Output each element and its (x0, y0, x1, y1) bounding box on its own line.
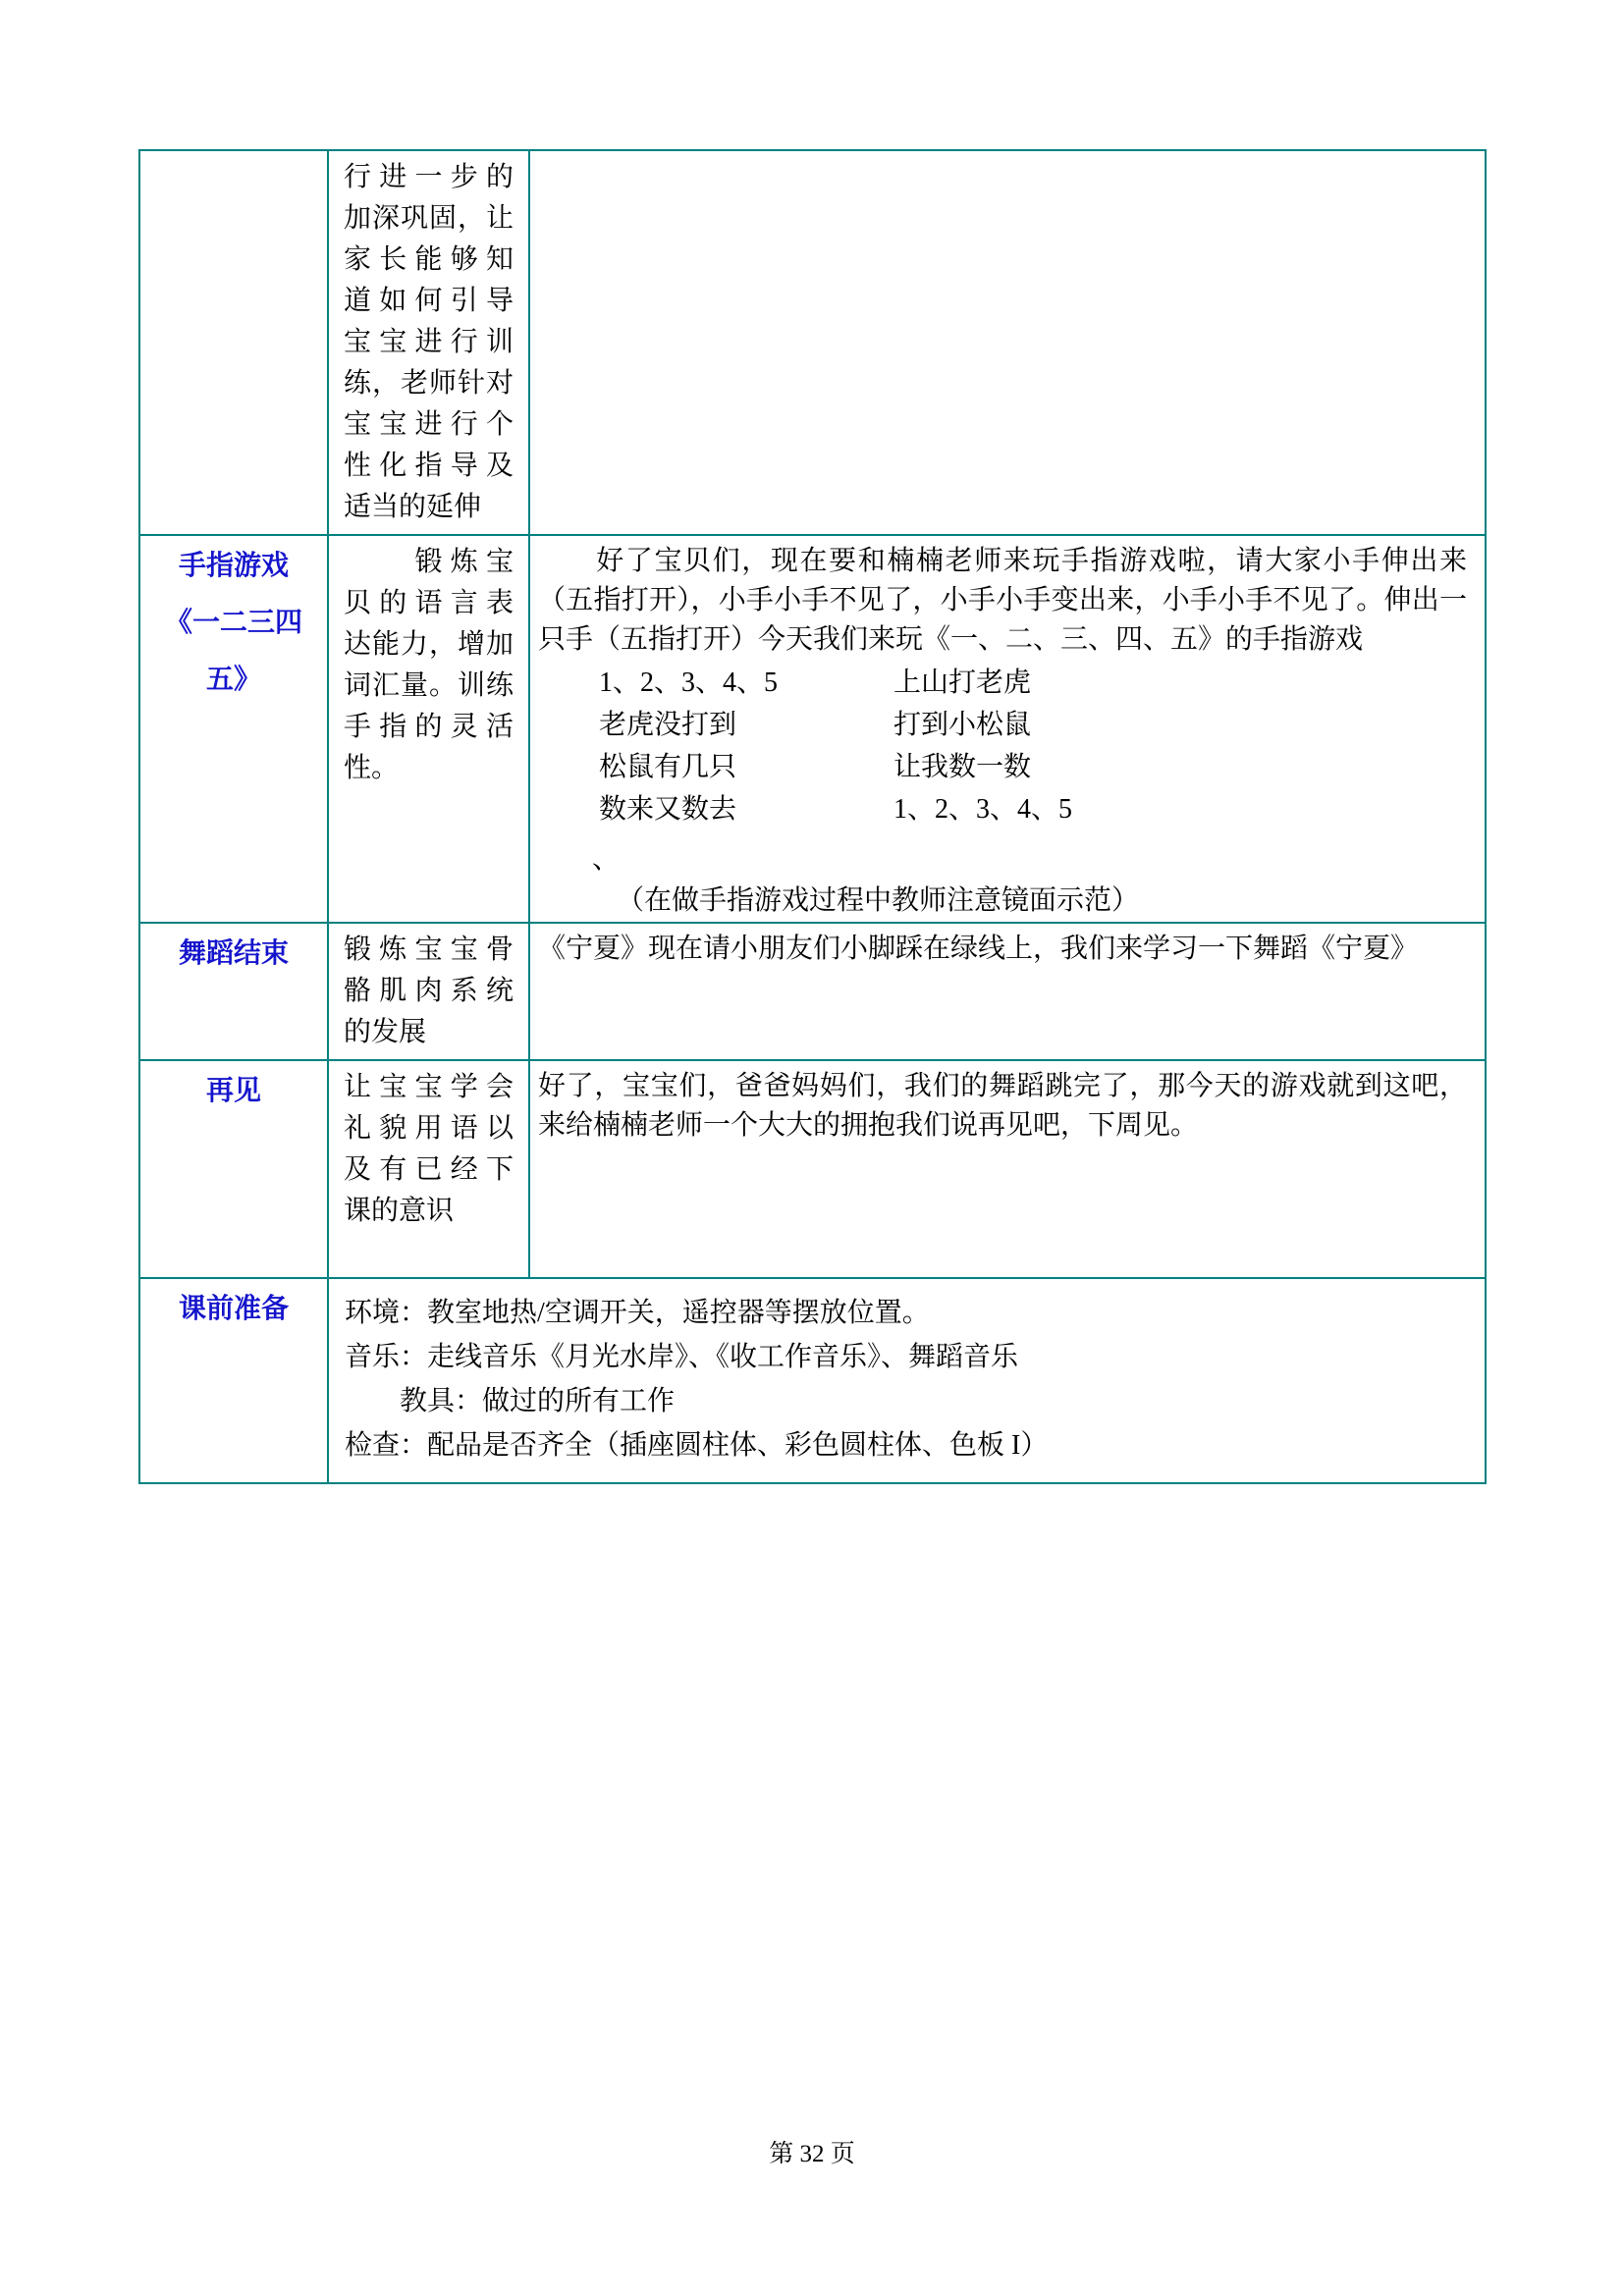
script-cell-empty (529, 150, 1486, 535)
goal-cell (328, 535, 529, 923)
activity-title-cell (139, 1278, 328, 1483)
activity-title-cell (139, 535, 328, 923)
goal-text: 锻炼宝宝骨 骼肌肉系统 的发展 (344, 934, 514, 1047)
row-continuation (139, 150, 1486, 535)
lesson-plan-table (138, 149, 1487, 1484)
activity-title-cell (139, 923, 328, 1060)
activity-title: 手指游戏 《一二三四 五》 (164, 551, 302, 695)
script-text: 好了，宝宝们，爸爸妈妈们，我们的舞蹈跳完了，那今天的游戏就到这吧，来给楠楠老师一个大大的拥抱我们说再见吧，下周见。 (538, 1071, 1467, 1141)
page-number: 第 32 页 (769, 2141, 855, 2167)
activity-title-cell (139, 1060, 328, 1278)
mirror-demo-note: （在做手指游戏过程中教师注意镜面示范） (617, 885, 1140, 916)
preparation-text: 环境：教室地热/空调开关，遥控器等摆放位置。 音乐：走线音乐《月光水岸》、《收工作音乐》、舞蹈音乐 教具：做过的所有工作 检查：配品是否齐全（插座圆柱体、彩色圆柱体、色板 I） (345, 1298, 1049, 1461)
goal-text: 行进一步的 加深巩固，让 家长能够知 道如何引导 宝宝进行训 练，老师针对 宝宝进行个 性化指导及 适当的延伸 (344, 162, 514, 522)
row-finger-game (139, 535, 1486, 923)
rhyme-left-column: 1、2、3、4、5 老虎没打到 松鼠有几只 数来又数去 (599, 667, 779, 825)
row-goodbye (139, 1060, 1486, 1278)
goal-text: 锻炼宝 贝的语言表 达能力，增加 词汇量。训练 手指的灵活 性。 (344, 547, 514, 783)
goal-cell (328, 1060, 529, 1278)
finger-rhyme (599, 662, 1467, 830)
script-intro: 好了宝贝们，现在要和楠楠老师来玩手指游戏啦，请大家小手伸出来（五指打开），小手小手不见了，小手小手变出来，小手小手不见了。伸出一只手（五指打开）今天我们来玩《一、二、三、四、五》的手指游戏 (538, 546, 1467, 655)
preparation-cell (328, 1278, 1486, 1483)
stray-punctuation: 、 (592, 844, 621, 875)
rhyme-right-column: 上山打老虎 打到小松鼠 让我数一数 1、2、3、4、5 (893, 667, 1073, 825)
script-cell (529, 1060, 1486, 1278)
row-dance-end (139, 923, 1486, 1060)
goal-cell (328, 923, 529, 1060)
activity-title: 再见 (205, 1076, 261, 1106)
row-preparation (139, 1278, 1486, 1483)
script-text: 《宁夏》现在请小朋友们小脚踩在绿线上，我们来学习一下舞蹈《宁夏》 (538, 934, 1419, 964)
activity-title: 舞蹈结束 (178, 938, 289, 969)
goal-text: 让宝宝学会 礼貌用语以 及有已经下 课的意识 (344, 1072, 514, 1226)
activity-title: 课前准备 (178, 1294, 289, 1324)
goal-cell (328, 150, 529, 535)
activity-title-cell-empty (139, 150, 328, 535)
script-cell (529, 535, 1486, 923)
script-cell (529, 923, 1486, 1060)
